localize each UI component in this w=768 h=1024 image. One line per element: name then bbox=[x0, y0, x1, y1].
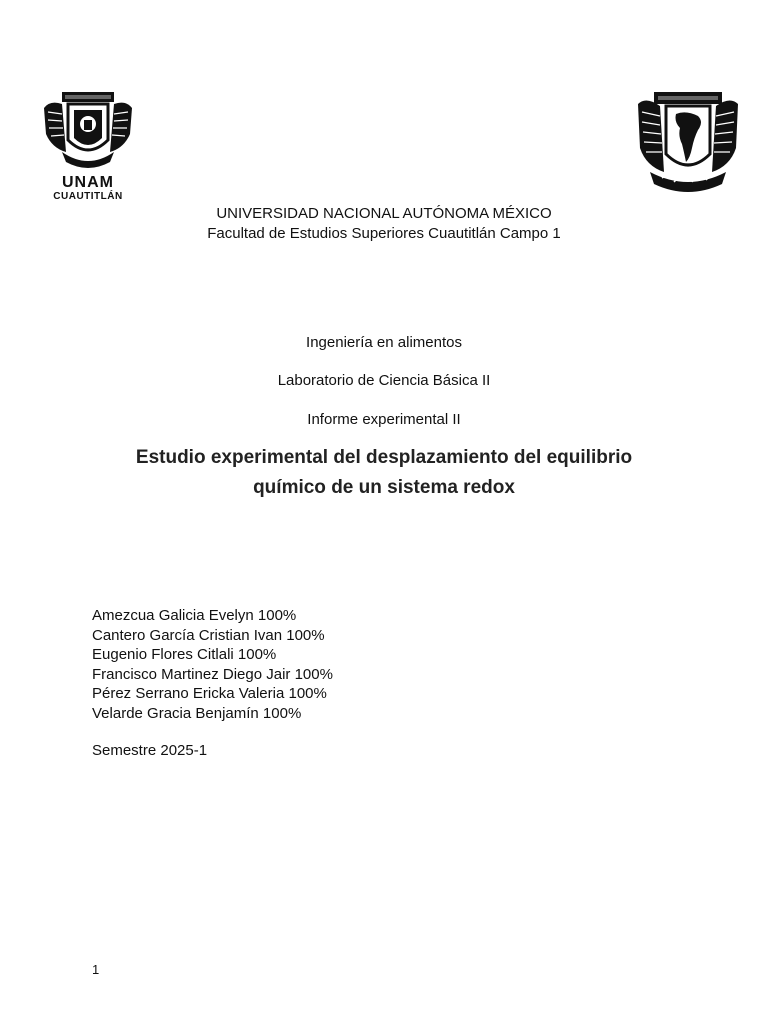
member-item: Amezcua Galicia Evelyn 100% bbox=[92, 607, 297, 624]
members-list bbox=[92, 606, 333, 724]
university-name: UNIVERSIDAD NACIONAL AUTÓNOMA MÉXICO bbox=[216, 205, 552, 222]
logo-wordmark-unam: UNAM bbox=[62, 174, 114, 191]
unam-cuautitlan-emblem-icon bbox=[40, 90, 136, 172]
career-name: Ingeniería en alimentos bbox=[306, 334, 462, 351]
logo-wordmark-cuautitlan: CUAUTITLÁN bbox=[53, 191, 123, 202]
page-number: 1 bbox=[92, 962, 100, 977]
faculty-name: Facultad de Estudios Superiores Cuautitlán Campo 1 bbox=[207, 225, 561, 242]
laboratory-name: Laboratorio de Ciencia Básica II bbox=[277, 372, 491, 389]
unam-escudo-icon bbox=[632, 88, 744, 198]
member-item: Cantero García Cristian Ivan 100% bbox=[92, 626, 325, 644]
member-item: Francisco Martinez Diego Jair 100% bbox=[92, 665, 333, 683]
member-item: Pérez Serrano Ericka Valeria 100% bbox=[92, 685, 327, 703]
member-item: Velarde Gracia Benjamín 100% bbox=[92, 704, 302, 722]
report-title-line1: Estudio experimental del desplazamiento del equilibrio bbox=[135, 447, 633, 468]
report-title bbox=[110, 443, 658, 503]
member-item: Eugenio Flores Citlali 100% bbox=[92, 646, 277, 664]
report-name: Informe experimental II bbox=[307, 411, 461, 428]
unam-cuautitlan-logo bbox=[40, 90, 136, 202]
semester: Semestre 2025-1 bbox=[92, 742, 208, 759]
unam-escudo-logo bbox=[632, 88, 744, 198]
report-title-line2: químico de un sistema redox bbox=[253, 477, 515, 498]
